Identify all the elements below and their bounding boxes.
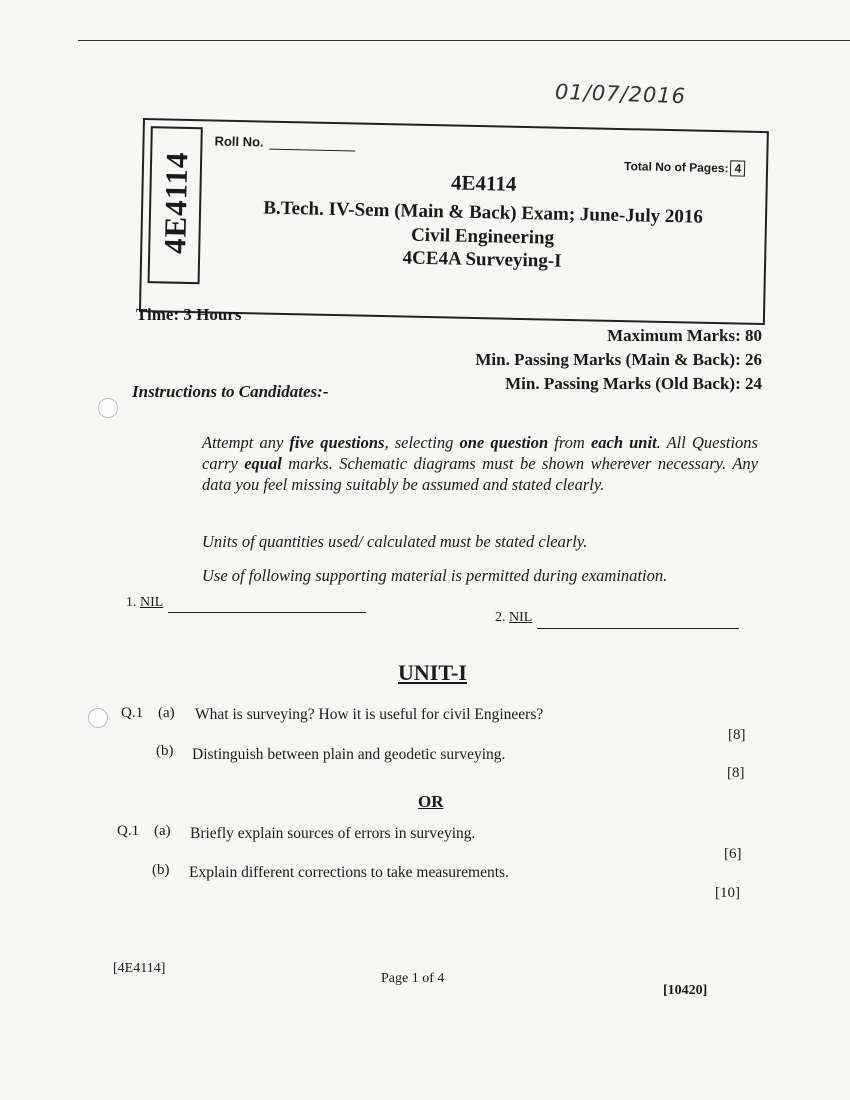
paper-code-vertical: 4E4114 [157, 151, 195, 255]
instruction-paragraph: Attempt any five questions, selecting one question from each unit. All Questions carry equal marks. Schematic diagrams must be shown wherever necessary. Any data you feel missing suitably be assumed and stated clearly. [202, 433, 758, 494]
handwritten-date: 01/07/2016 [554, 79, 687, 109]
exam-title: B.Tech. IV-Sem (Main & Back) Exam; June-July 2016 [263, 197, 704, 228]
question-text: Explain different corrections to take measurements. [189, 864, 509, 881]
question-text: Briefly explain sources of errors in surveying. [190, 825, 476, 842]
or-separator: OR [418, 792, 444, 811]
question-marks: [10] [715, 885, 740, 901]
footer-code: [4E4114] [113, 961, 166, 976]
total-pages-value: 4 [730, 160, 745, 176]
question-marks: [8] [728, 727, 746, 743]
punch-hole [98, 398, 118, 418]
question-part: (b) [156, 743, 174, 759]
unit-title: UNIT-I [398, 660, 467, 685]
time: Time: 3 Hours [136, 305, 242, 324]
paper-code-box [148, 126, 203, 284]
units-instruction: Units of quantities used/ calculated must be stated clearly. [202, 532, 588, 551]
roll-no-line [269, 149, 355, 152]
question-marks: [8] [727, 765, 745, 781]
material-1-line [168, 612, 366, 613]
min-pass-old: Min. Passing Marks (Old Back): 24 [505, 374, 762, 393]
max-marks: Maximum Marks: 80 [607, 326, 762, 345]
question-part: (a) [158, 705, 175, 721]
question-number: Q.1 [117, 823, 140, 839]
material-2-line [537, 628, 739, 629]
footer-serial: [10420] [663, 983, 708, 998]
roll-no-label: Roll No. [214, 133, 264, 150]
total-pages-label: Total No of Pages: [623, 159, 729, 176]
question-number: Q.1 [121, 705, 144, 721]
min-pass-main: Min. Passing Marks (Main & Back): 26 [475, 350, 762, 369]
subject: 4CE4A Surveying-I [402, 247, 562, 272]
header-box [139, 118, 769, 325]
question-text: What is surveying? How it is useful for civil Engineers? [195, 706, 544, 723]
material-1: 1. NIL [126, 595, 164, 610]
paper-code: 4E4114 [450, 170, 517, 196]
branch: Civil Engineering [410, 224, 555, 249]
question-part: (a) [154, 823, 171, 839]
footer-page: Page 1 of 4 [381, 971, 445, 986]
question-marks: [6] [724, 846, 742, 862]
instructions-title: Instructions to Candidates:- [132, 382, 329, 401]
top-edge-line [78, 40, 850, 41]
material-2: 2. NIL [495, 610, 533, 625]
question-part: (b) [152, 862, 170, 878]
material-instruction: Use of following supporting material is permitted during examination. [202, 566, 668, 585]
punch-hole [88, 708, 108, 728]
question-text: Distinguish between plain and geodetic surveying. [192, 746, 506, 763]
